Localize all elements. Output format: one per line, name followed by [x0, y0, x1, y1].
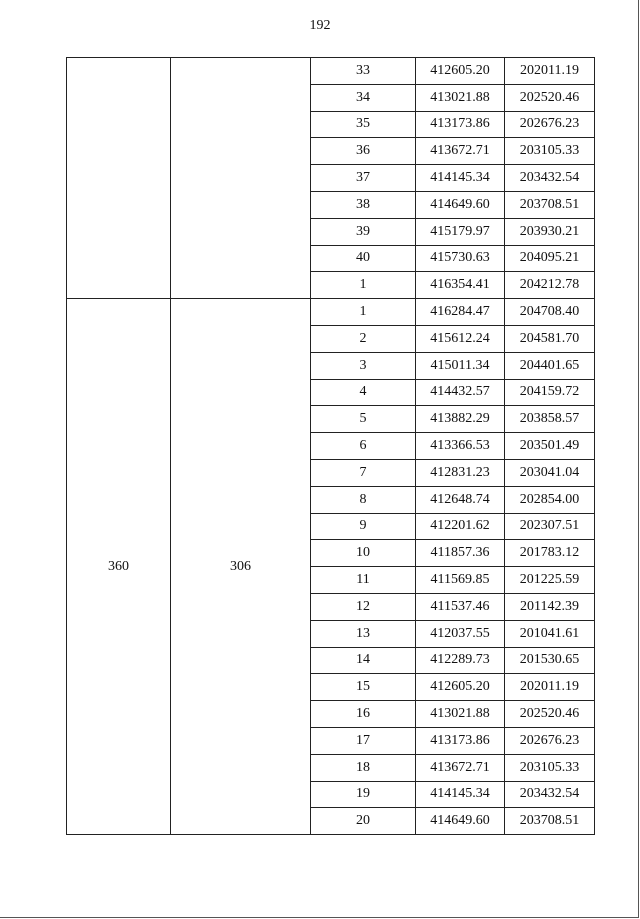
x-coordinate-cell: 413173.86: [416, 111, 505, 138]
y-coordinate-cell: 202854.00: [505, 486, 595, 513]
group-code-cell: [171, 58, 311, 299]
x-coordinate-cell: 412605.20: [416, 58, 505, 85]
x-coordinate-cell: 415612.24: [416, 325, 505, 352]
page-number: 192: [309, 18, 331, 33]
point-number-cell: 4: [311, 379, 416, 406]
x-coordinate-cell: 412037.55: [416, 620, 505, 647]
y-coordinate-cell: 202011.19: [505, 58, 595, 85]
y-coordinate-cell: 203105.33: [505, 754, 595, 781]
point-number-cell: 11: [311, 567, 416, 594]
x-coordinate-cell: 413672.71: [416, 754, 505, 781]
coordinates-table-body: [67, 58, 595, 835]
point-number-cell: 18: [311, 754, 416, 781]
x-coordinate-cell: 413366.53: [416, 433, 505, 460]
y-coordinate-cell: 204212.78: [505, 272, 595, 299]
y-coordinate-cell: 201783.12: [505, 540, 595, 567]
y-coordinate-cell: 204095.21: [505, 245, 595, 272]
y-coordinate-cell: 202520.46: [505, 701, 595, 728]
x-coordinate-cell: 412289.73: [416, 647, 505, 674]
point-number-cell: 7: [311, 459, 416, 486]
point-number-cell: 34: [311, 84, 416, 111]
y-coordinate-cell: 204581.70: [505, 325, 595, 352]
point-number-cell: 12: [311, 593, 416, 620]
y-coordinate-cell: 201142.39: [505, 593, 595, 620]
point-number-cell: 15: [311, 674, 416, 701]
y-coordinate-cell: 202307.51: [505, 513, 595, 540]
x-coordinate-cell: 415179.97: [416, 218, 505, 245]
x-coordinate-cell: 413672.71: [416, 138, 505, 165]
x-coordinate-cell: 413021.88: [416, 84, 505, 111]
point-number-cell: 9: [311, 513, 416, 540]
point-number-cell: 3: [311, 352, 416, 379]
coordinates-table: [66, 57, 595, 835]
point-number-cell: 16: [311, 701, 416, 728]
table-row: [67, 58, 595, 85]
y-coordinate-cell: 202676.23: [505, 111, 595, 138]
y-coordinate-cell: 204159.72: [505, 379, 595, 406]
x-coordinate-cell: 415011.34: [416, 352, 505, 379]
x-coordinate-cell: 412648.74: [416, 486, 505, 513]
point-number-cell: 40: [311, 245, 416, 272]
point-number-cell: 33: [311, 58, 416, 85]
y-coordinate-cell: 203432.54: [505, 165, 595, 192]
point-number-cell: 39: [311, 218, 416, 245]
y-coordinate-cell: 203105.33: [505, 138, 595, 165]
point-number-cell: 38: [311, 191, 416, 218]
point-number-cell: 8: [311, 486, 416, 513]
table-row: [67, 299, 595, 326]
point-number-cell: 2: [311, 325, 416, 352]
x-coordinate-cell: 413882.29: [416, 406, 505, 433]
x-coordinate-cell: 414649.60: [416, 808, 505, 835]
point-number-cell: 6: [311, 433, 416, 460]
x-coordinate-cell: 413173.86: [416, 727, 505, 754]
x-coordinate-cell: 416284.47: [416, 299, 505, 326]
group-code-cell: 306: [171, 299, 311, 835]
x-coordinate-cell: 413021.88: [416, 701, 505, 728]
x-coordinate-cell: 412831.23: [416, 459, 505, 486]
point-number-cell: 13: [311, 620, 416, 647]
x-coordinate-cell: 411857.36: [416, 540, 505, 567]
x-coordinate-cell: 411569.85: [416, 567, 505, 594]
group-number-cell: [67, 58, 171, 299]
point-number-cell: 1: [311, 272, 416, 299]
y-coordinate-cell: 201225.59: [505, 567, 595, 594]
point-number-cell: 10: [311, 540, 416, 567]
y-coordinate-cell: 203501.49: [505, 433, 595, 460]
y-coordinate-cell: 203708.51: [505, 808, 595, 835]
x-coordinate-cell: 414145.34: [416, 781, 505, 808]
y-coordinate-cell: 203930.21: [505, 218, 595, 245]
y-coordinate-cell: 201530.65: [505, 647, 595, 674]
y-coordinate-cell: 203041.04: [505, 459, 595, 486]
point-number-cell: 20: [311, 808, 416, 835]
y-coordinate-cell: 204401.65: [505, 352, 595, 379]
y-coordinate-cell: 204708.40: [505, 299, 595, 326]
y-coordinate-cell: 202676.23: [505, 727, 595, 754]
point-number-cell: 37: [311, 165, 416, 192]
y-coordinate-cell: 203858.57: [505, 406, 595, 433]
x-coordinate-cell: 414432.57: [416, 379, 505, 406]
x-coordinate-cell: 411537.46: [416, 593, 505, 620]
point-number-cell: 14: [311, 647, 416, 674]
y-coordinate-cell: 203708.51: [505, 191, 595, 218]
x-coordinate-cell: 414649.60: [416, 191, 505, 218]
y-coordinate-cell: 201041.61: [505, 620, 595, 647]
point-number-cell: 35: [311, 111, 416, 138]
x-coordinate-cell: 412201.62: [416, 513, 505, 540]
point-number-cell: 17: [311, 727, 416, 754]
point-number-cell: 1: [311, 299, 416, 326]
x-coordinate-cell: 414145.34: [416, 165, 505, 192]
point-number-cell: 36: [311, 138, 416, 165]
x-coordinate-cell: 415730.63: [416, 245, 505, 272]
y-coordinate-cell: 202011.19: [505, 674, 595, 701]
y-coordinate-cell: 203432.54: [505, 781, 595, 808]
x-coordinate-cell: 416354.41: [416, 272, 505, 299]
group-number-cell: 360: [67, 299, 171, 835]
point-number-cell: 19: [311, 781, 416, 808]
point-number-cell: 5: [311, 406, 416, 433]
y-coordinate-cell: 202520.46: [505, 84, 595, 111]
x-coordinate-cell: 412605.20: [416, 674, 505, 701]
